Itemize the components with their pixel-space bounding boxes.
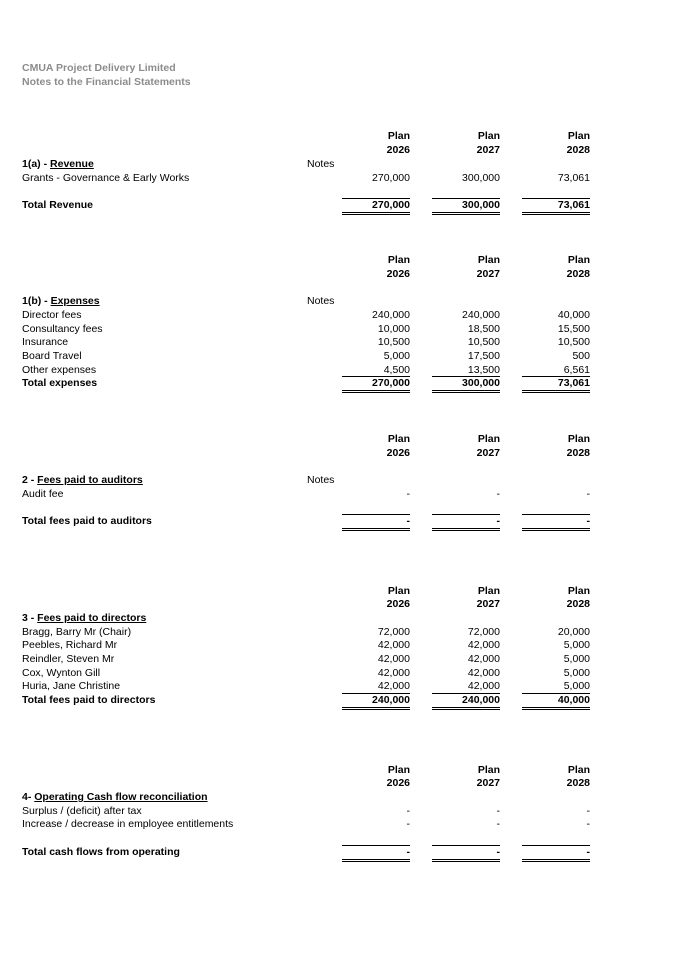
cell-value: 10,500: [557, 336, 590, 348]
col-head-year: 2028: [566, 598, 590, 610]
col-head-plan: Plan: [567, 254, 590, 266]
col-head-year-row: [0, 446, 675, 460]
col-head-plan: Plan: [567, 764, 590, 776]
total-value: -: [342, 845, 410, 862]
cell-value: -: [406, 488, 410, 500]
section-title-row: [0, 611, 675, 625]
table-row: [0, 349, 675, 363]
col-head-plan: Plan: [387, 585, 410, 597]
row-label: Insurance: [22, 336, 69, 348]
total-value: -: [522, 514, 590, 531]
total-label: Total Revenue: [22, 199, 93, 211]
cell-value: 13,500: [467, 364, 500, 376]
cell-value: 73,061: [557, 172, 590, 184]
col-head-year: 2027: [476, 447, 500, 459]
row-label: Other expenses: [22, 364, 97, 376]
row-label: Cox, Wynton Gill: [22, 667, 101, 679]
total-value: 240,000: [432, 693, 500, 710]
cell-value: -: [586, 818, 590, 830]
cell-value: 42,000: [377, 653, 410, 665]
table-row: [0, 308, 675, 322]
row-label: Audit fee: [22, 488, 64, 500]
col-head-plan: Plan: [567, 433, 590, 445]
row-label: Director fees: [22, 309, 82, 321]
cell-value: 42,000: [377, 667, 410, 679]
col-head-plan-row: [0, 584, 675, 598]
cell-value: 42,000: [467, 653, 500, 665]
total-value: -: [522, 845, 590, 862]
total-label: Total fees paid to directors: [22, 694, 156, 706]
row-label: Huria, Jane Christine: [22, 680, 121, 692]
cell-value: 5,000: [383, 350, 410, 362]
section-title: 2 - Fees paid to auditors: [22, 474, 143, 486]
row-label: Consultancy fees: [22, 323, 103, 335]
table-row: [0, 487, 675, 501]
col-head-plan-row: [0, 129, 675, 143]
col-head-year: 2028: [566, 144, 590, 156]
notes-label: Notes: [307, 474, 335, 486]
cell-value: 5,000: [563, 680, 590, 692]
cell-value: -: [586, 805, 590, 817]
col-head-plan: Plan: [567, 130, 590, 142]
col-head-year: 2028: [566, 777, 590, 789]
col-head-year: 2027: [476, 777, 500, 789]
col-head-year: 2026: [386, 777, 410, 789]
section-title-row: [0, 473, 675, 487]
total-value: 300,000: [432, 198, 500, 215]
col-head-plan: Plan: [477, 130, 500, 142]
row-label: Increase / decrease in employee entitlements: [22, 818, 234, 830]
section-title-row: [0, 294, 675, 308]
report-subtitle: Notes to the Financial Statements: [22, 76, 191, 88]
total-label: Total fees paid to auditors: [22, 515, 152, 527]
section-title: 1(a) - Revenue: [22, 158, 94, 170]
table-row: [0, 625, 675, 639]
cell-value: 40,000: [557, 309, 590, 321]
col-head-year: 2026: [386, 598, 410, 610]
cell-value: 17,500: [467, 350, 500, 362]
cell-value: -: [496, 818, 500, 830]
col-head-year-row: [0, 776, 675, 790]
col-head-year-row: [0, 267, 675, 281]
row-label: Grants - Governance & Early Works: [22, 172, 190, 184]
col-head-year: 2026: [386, 268, 410, 280]
cell-value: 5,000: [563, 653, 590, 665]
total-value: 270,000: [342, 376, 410, 393]
cell-value: 5,000: [563, 667, 590, 679]
section-title-row: [0, 790, 675, 804]
total-value: -: [342, 514, 410, 531]
cell-value: 42,000: [467, 680, 500, 692]
total-row: [0, 514, 675, 528]
cell-value: 6,561: [563, 364, 590, 376]
cell-value: -: [496, 488, 500, 500]
table-row: [0, 817, 675, 831]
cell-value: 270,000: [372, 172, 410, 184]
total-row: [0, 845, 675, 859]
col-head-plan-row: [0, 253, 675, 267]
col-head-plan-row: [0, 432, 675, 446]
total-value: 240,000: [342, 693, 410, 710]
row-label: Peebles, Richard Mr: [22, 639, 118, 651]
section-title: 4- Operating Cash flow reconciliation: [22, 791, 208, 803]
table-row: [0, 804, 675, 818]
cell-value: 20,000: [557, 626, 590, 638]
col-head-year: 2026: [386, 144, 410, 156]
total-row: [0, 376, 675, 390]
cell-value: 10,500: [377, 336, 410, 348]
total-value: 40,000: [522, 693, 590, 710]
cell-value: 15,500: [557, 323, 590, 335]
total-value: 300,000: [432, 376, 500, 393]
col-head-year: 2027: [476, 598, 500, 610]
section-title-row: [0, 157, 675, 171]
col-head-plan: Plan: [387, 254, 410, 266]
col-head-year: 2026: [386, 447, 410, 459]
table-row: [0, 652, 675, 666]
company-name: CMUA Project Delivery Limited: [22, 62, 176, 74]
col-head-plan: Plan: [387, 433, 410, 445]
col-head-plan: Plan: [477, 585, 500, 597]
col-head-plan: Plan: [477, 433, 500, 445]
cell-value: -: [406, 805, 410, 817]
table-row: [0, 679, 675, 693]
table-row: [0, 363, 675, 377]
cell-value: -: [586, 488, 590, 500]
col-head-plan: Plan: [387, 130, 410, 142]
row-label: Board Travel: [22, 350, 82, 362]
cell-value: 10,500: [467, 336, 500, 348]
total-value: -: [432, 514, 500, 531]
col-head-plan: Plan: [567, 585, 590, 597]
total-value: 73,061: [522, 198, 590, 215]
col-head-year: 2027: [476, 144, 500, 156]
col-head-plan: Plan: [477, 764, 500, 776]
cell-value: 42,000: [377, 680, 410, 692]
table-row: [0, 171, 675, 185]
total-value: 270,000: [342, 198, 410, 215]
cell-value: 4,500: [383, 364, 410, 376]
row-label: Bragg, Barry Mr (Chair): [22, 626, 132, 638]
row-label: Reindler, Steven Mr: [22, 653, 115, 665]
cell-value: 72,000: [467, 626, 500, 638]
total-label: Total cash flows from operating: [22, 846, 180, 858]
col-head-plan: Plan: [387, 764, 410, 776]
total-value: -: [432, 845, 500, 862]
section-title: 1(b) - Expenses: [22, 295, 100, 307]
col-head-plan: Plan: [477, 254, 500, 266]
cell-value: 18,500: [467, 323, 500, 335]
col-head-year: 2028: [566, 268, 590, 280]
section-title: 3 - Fees paid to directors: [22, 612, 147, 624]
col-head-year-row: [0, 143, 675, 157]
cell-value: 72,000: [377, 626, 410, 638]
table-row: [0, 638, 675, 652]
col-head-plan-row: [0, 763, 675, 777]
cell-value: 42,000: [377, 639, 410, 651]
total-value: 73,061: [522, 376, 590, 393]
cell-value: 240,000: [462, 309, 500, 321]
cell-value: -: [496, 805, 500, 817]
table-row: [0, 322, 675, 336]
total-row: [0, 693, 675, 707]
table-row: [0, 666, 675, 680]
notes-label: Notes: [307, 295, 335, 307]
cell-value: 10,000: [377, 323, 410, 335]
notes-label: Notes: [307, 158, 335, 170]
col-head-year-row: [0, 597, 675, 611]
row-label: Surplus / (deficit) after tax: [22, 805, 142, 817]
total-label: Total expenses: [22, 377, 98, 389]
col-head-year: 2028: [566, 447, 590, 459]
cell-value: -: [406, 818, 410, 830]
cell-value: 500: [572, 350, 590, 362]
cell-value: 240,000: [372, 309, 410, 321]
table-row: [0, 335, 675, 349]
cell-value: 42,000: [467, 639, 500, 651]
cell-value: 5,000: [563, 639, 590, 651]
total-row: [0, 198, 675, 212]
cell-value: 300,000: [462, 172, 500, 184]
col-head-year: 2027: [476, 268, 500, 280]
cell-value: 42,000: [467, 667, 500, 679]
